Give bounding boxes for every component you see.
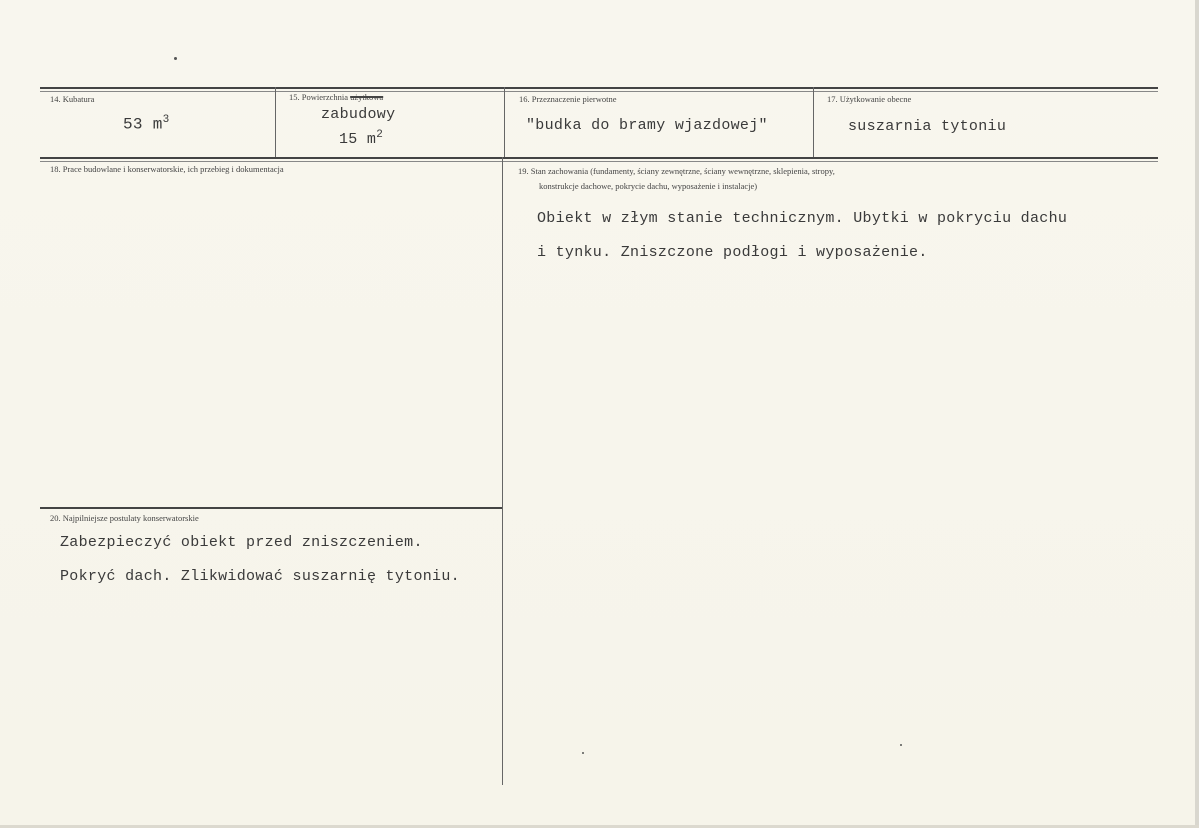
field18-label: 18. Prace budowlane i konserwatorskie, ich przebieg i dokumentacja (50, 164, 284, 174)
center-divider (502, 157, 503, 785)
field14-label: 14. Kubatura (50, 94, 95, 104)
field20-label: 20. Najpilniejsze postulaty konserwatorskie (50, 513, 199, 523)
paper-speck (174, 57, 177, 60)
field16-value: "budka do bramy wjazdowej" (526, 117, 768, 134)
col-divider-1 (275, 87, 276, 157)
field20-text-line2: Pokryć dach. Zlikwidować suszarnię tytoniu. (60, 568, 460, 585)
col-divider-2 (504, 87, 505, 157)
field20-top-rule (40, 507, 502, 509)
field17-label: 17. Użytkowanie obecne (827, 94, 912, 104)
row1-bottom-rule (40, 157, 1158, 159)
field15-label: 15. Powierzchnia użytkowa (289, 92, 384, 102)
field19-text-line1: Obiekt w złym stanie technicznym. Ubytki w pokryciu dachu (537, 210, 1068, 227)
top-rule-secondary (40, 91, 1158, 92)
paper-speck (900, 744, 902, 746)
field20-text-line1: Zabezpieczyć obiekt przed zniszczeniem. (60, 534, 423, 551)
row1-bottom-rule-secondary (40, 161, 1158, 162)
field15-value-line2: 15 $m^2$ (339, 129, 384, 148)
field17-value: suszarnia tytoniu (848, 118, 1007, 135)
top-rule (40, 87, 1158, 89)
field19-label-line2: konstrukcje dachowe, pokrycie dachu, wyposażenie i instalacje) (539, 181, 758, 191)
field14-value: 53 $m^3$ (123, 114, 170, 134)
page-edge-right (1195, 0, 1199, 828)
field16-label: 16. Przeznaczenie pierwotne (519, 94, 617, 104)
col-divider-3 (813, 87, 814, 157)
field15-value-line1: zabudowy (321, 106, 396, 123)
field19-text-line2: i tynku. Zniszczone podłogi i wyposażenie. (537, 244, 928, 261)
paper-speck (582, 752, 584, 754)
field19-label-line1: 19. Stan zachowania (fundamenty, ściany zewnętrzne, ściany wewnętrzne, sklepienia, stropy, (518, 166, 835, 176)
